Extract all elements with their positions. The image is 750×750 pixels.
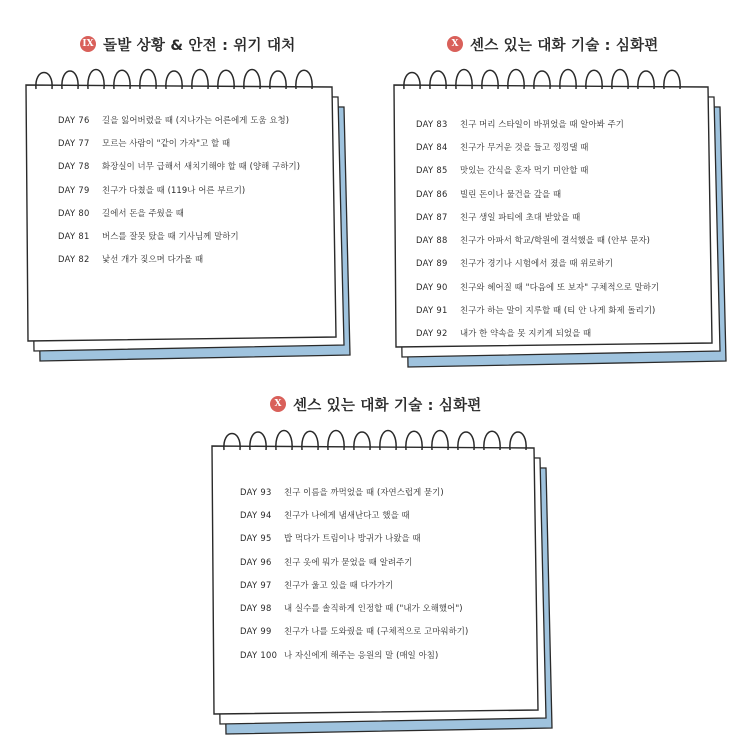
notepad-1 xyxy=(14,55,358,367)
entry-text: 친구 이름을 까먹었을 때 (자연스럽게 묻기) xyxy=(284,486,444,497)
entry-text: 길을 잃어버렸을 때 (지나가는 어른에게 도움 요청) xyxy=(102,114,290,125)
list-item xyxy=(240,573,468,596)
entry-text: 화장실이 너무 급해서 새치기해야 할 때 (양해 구하기) xyxy=(102,161,301,172)
entry-text: 모르는 사람이 "같이 가자"고 할 때 xyxy=(102,137,231,148)
list-item xyxy=(416,182,659,205)
entry-text: 친구가 나를 도와줬을 때 (구체적으로 고마워하기) xyxy=(284,626,469,637)
section-heading: 센스 있는 대화 기술 : 심화편 xyxy=(470,37,659,54)
entry-text: 친구 머리 스타일이 바뀌었을 때 알아봐 주기 xyxy=(460,118,624,129)
entry-text: 낯선 개가 짖으며 다가올 때 xyxy=(102,254,204,265)
day-label: DAY 87 xyxy=(416,211,448,222)
list-item xyxy=(240,550,468,573)
day-label: DAY 99 xyxy=(240,626,272,637)
entry-text: 친구가 울고 있을 때 다가가기 xyxy=(284,579,394,590)
section-heading: 센스 있는 대화 기술 : 심화편 xyxy=(293,397,482,414)
list-item xyxy=(416,135,659,158)
day-label: DAY 85 xyxy=(416,165,448,176)
day-label: DAY 82 xyxy=(58,254,90,265)
entry-text: 길에서 돈을 주웠을 때 xyxy=(102,207,184,218)
entry-text: 내가 한 약속을 못 지키게 되었을 때 xyxy=(460,328,592,339)
day-label: DAY 80 xyxy=(58,207,90,218)
section-title-1 xyxy=(80,34,295,54)
day-label: DAY 90 xyxy=(416,281,448,292)
list-item xyxy=(416,252,659,275)
list-item xyxy=(416,275,659,298)
day-label: DAY 91 xyxy=(416,305,448,316)
entry-list xyxy=(58,108,300,271)
entry-text: 버스를 잘못 탔을 때 기사님께 말하기 xyxy=(102,231,239,242)
day-label: DAY 78 xyxy=(58,161,90,172)
list-item xyxy=(240,620,468,643)
list-item xyxy=(240,503,468,526)
list-item xyxy=(58,108,300,131)
list-item xyxy=(416,159,659,182)
entry-text: 밥 먹다가 트림이나 방귀가 나왔을 때 xyxy=(284,533,421,544)
day-label: DAY 81 xyxy=(58,231,90,242)
list-item xyxy=(416,112,659,135)
day-label: DAY 89 xyxy=(416,258,448,269)
list-item xyxy=(416,322,659,345)
list-item xyxy=(240,643,468,666)
day-label: DAY 94 xyxy=(240,509,272,520)
day-label: DAY 93 xyxy=(240,486,272,497)
entry-text: 친구가 나에게 냄새난다고 했을 때 xyxy=(284,509,410,520)
day-label: DAY 84 xyxy=(416,141,448,152)
entry-text: 친구가 무거운 것을 들고 낑낑댈 때 xyxy=(460,141,589,152)
entry-text: 친구가 하는 말이 지루할 때 (티 안 나게 화제 돌리기) xyxy=(460,305,656,316)
entry-text: 친구 생일 파티에 초대 받았을 때 xyxy=(460,211,581,222)
entry-text: 친구와 헤어질 때 "다음에 또 보자" 구체적으로 말하기 xyxy=(460,281,660,292)
entry-text: 친구 옷에 뭐가 묻었을 때 알려주기 xyxy=(284,556,413,567)
list-item xyxy=(416,228,659,251)
day-label: DAY 83 xyxy=(416,118,448,129)
list-item xyxy=(240,527,468,550)
day-label: DAY 96 xyxy=(240,556,272,567)
entry-text: 맛있는 간식을 혼자 먹기 미안할 때 xyxy=(460,165,589,176)
list-item xyxy=(58,224,300,247)
entry-list xyxy=(240,480,468,666)
roman-numeral-badge: X xyxy=(270,396,286,412)
notepad-3 xyxy=(200,416,560,742)
entry-text: 친구가 다쳤을 때 (119나 어른 부르기) xyxy=(102,184,246,195)
section-title-2 xyxy=(447,34,659,54)
day-label: DAY 86 xyxy=(416,188,448,199)
entry-text: 친구가 경기나 시험에서 졌을 때 위로하기 xyxy=(460,258,614,269)
entry-text: 친구가 아파서 학교/학원에 결석했을 때 (안부 문자) xyxy=(460,235,651,246)
roman-numeral-badge: IX xyxy=(80,36,96,52)
day-label: DAY 100 xyxy=(240,649,278,660)
day-label: DAY 97 xyxy=(240,579,272,590)
list-item xyxy=(58,248,300,271)
day-label: DAY 98 xyxy=(240,603,272,614)
list-item xyxy=(240,596,468,619)
section-title-3 xyxy=(270,394,482,414)
day-label: DAY 95 xyxy=(240,533,272,544)
day-label: DAY 92 xyxy=(416,328,448,339)
entry-list xyxy=(416,112,659,345)
list-item xyxy=(58,201,300,224)
day-label: DAY 88 xyxy=(416,235,448,246)
list-item xyxy=(58,155,300,178)
entry-text: 내 실수를 솔직하게 인정할 때 ("내가 오해했어") xyxy=(284,603,463,614)
list-item xyxy=(58,131,300,154)
section-heading: 돌발 상황 & 안전 : 위기 대처 xyxy=(103,37,296,54)
list-item xyxy=(240,480,468,503)
list-item xyxy=(416,298,659,321)
roman-numeral-badge: X xyxy=(447,36,463,52)
list-item xyxy=(58,178,300,201)
list-item xyxy=(416,205,659,228)
entry-text: 빌린 돈이나 물건을 갚을 때 xyxy=(460,188,562,199)
day-label: DAY 79 xyxy=(58,184,90,195)
day-label: DAY 76 xyxy=(58,114,90,125)
notepad-2 xyxy=(382,55,732,373)
day-label: DAY 77 xyxy=(58,137,90,148)
entry-text: 나 자신에게 해주는 응원의 말 (매일 아침) xyxy=(284,649,439,660)
